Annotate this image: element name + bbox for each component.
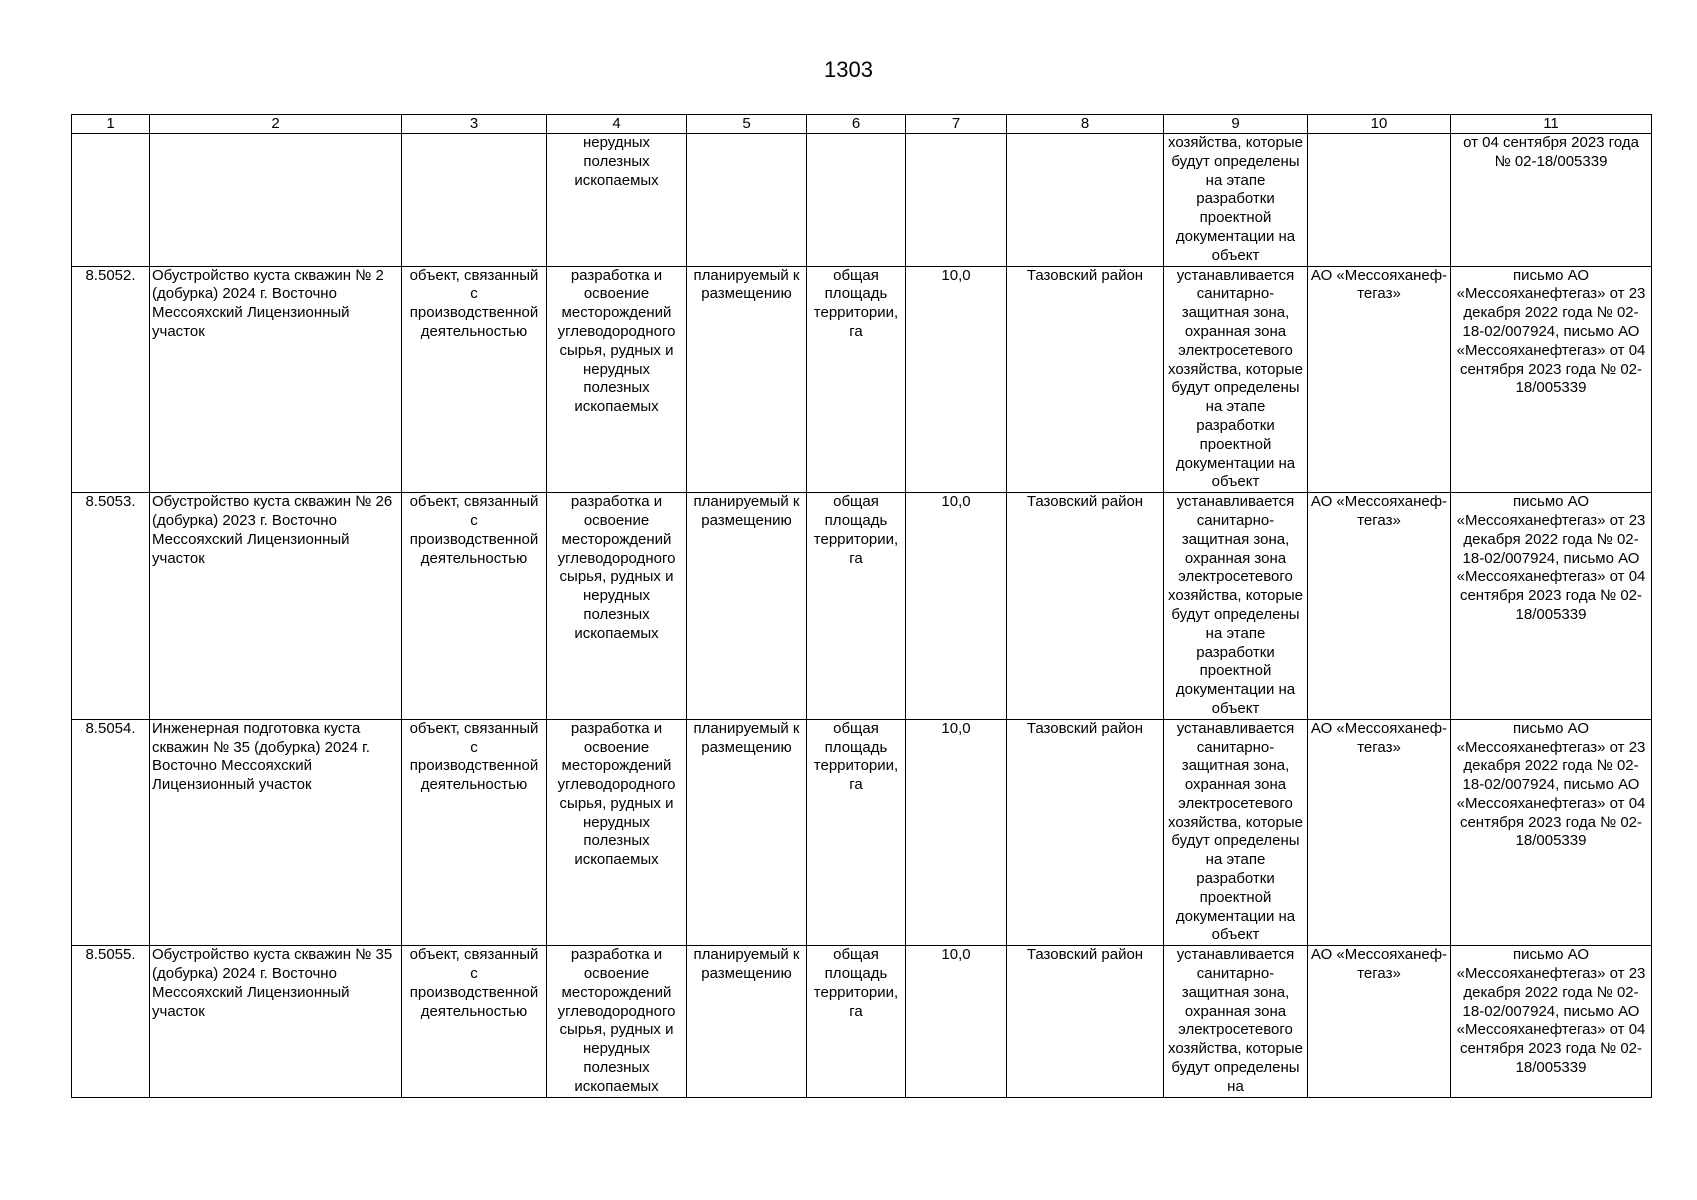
- table-row: [72, 719, 1652, 946]
- row-number: 8.5052.: [72, 266, 150, 493]
- object-value: 10,0: [906, 719, 1007, 946]
- object-name: Обустройство куста скважин № 26 (добурка) 2023 г. Восточно Мессояхский Лицензионный участок: [150, 493, 402, 720]
- object-name: Обустройство куста скважин № 35 (добурка) 2024 г. Восточно Мессояхский Лицензионный участок: [150, 946, 402, 1097]
- row-number: 8.5055.: [72, 946, 150, 1097]
- table-cell: [72, 134, 150, 267]
- table-cell: [807, 134, 906, 267]
- object-parameter: общая площадь территории, га: [807, 266, 906, 493]
- object-purpose: разработка и освоение месторождений углеводородного сырья, рудных и нерудных полезных ископаемых: [547, 719, 687, 946]
- object-basis: письмо АО «Мессояханефтегаз» от 23 декабря 2022 года № 02-18-02/007924, письмо АО «Мессояханефтегаз» от 04 сентября 2023 года № 02-18/005339: [1451, 493, 1652, 720]
- document-table: [71, 114, 1652, 1098]
- object-location: Тазовский район: [1007, 719, 1164, 946]
- table-cell: [1308, 134, 1451, 267]
- object-type: объект, связанный с производственной деятельностью: [402, 266, 547, 493]
- object-parameter: общая площадь территории, га: [807, 493, 906, 720]
- column-header: 1: [72, 115, 150, 134]
- object-organization: АО «Мессояханеф-тегаз»: [1308, 266, 1451, 493]
- object-zones: устанавливается санитарно-защитная зона, охранная зона электросетевого хозяйства, которые будут определены на этапе разработки проектной документации на объект: [1164, 719, 1308, 946]
- object-location: Тазовский район: [1007, 946, 1164, 1097]
- object-purpose: разработка и освоение месторождений углеводородного сырья, рудных и нерудных полезных ископаемых: [547, 946, 687, 1097]
- row-number: 8.5053.: [72, 493, 150, 720]
- object-purpose: разработка и освоение месторождений углеводородного сырья, рудных и нерудных полезных ископаемых: [547, 266, 687, 493]
- column-header: 11: [1451, 115, 1652, 134]
- object-name: Обустройство куста скважин № 2 (добурка) 2024 г. Восточно Мессояхский Лицензионный участок: [150, 266, 402, 493]
- column-header: 9: [1164, 115, 1308, 134]
- object-value: 10,0: [906, 946, 1007, 1097]
- column-header: 6: [807, 115, 906, 134]
- column-header: 5: [687, 115, 807, 134]
- table-row: [72, 946, 1652, 1097]
- row-number: 8.5054.: [72, 719, 150, 946]
- object-type: объект, связанный с производственной деятельностью: [402, 719, 547, 946]
- object-value: 10,0: [906, 493, 1007, 720]
- continuation-row: [72, 134, 1652, 267]
- table-cell: [150, 134, 402, 267]
- column-header: 8: [1007, 115, 1164, 134]
- table-cell-zones: хозяйства, которые будут определены на этапе разработки проектной документации на объект: [1164, 134, 1308, 267]
- object-organization: АО «Мессояханеф-тегаз»: [1308, 719, 1451, 946]
- object-basis: письмо АО «Мессояханефтегаз» от 23 декабря 2022 года № 02-18-02/007924, письмо АО «Мессояханефтегаз» от 04 сентября 2023 года № 02-18/005339: [1451, 946, 1652, 1097]
- object-zones: устанавливается санитарно-защитная зона, охранная зона электросетевого хозяйства, которые будут определены на этапе разработки проектной документации на объект: [1164, 493, 1308, 720]
- object-basis: письмо АО «Мессояханефтегаз» от 23 декабря 2022 года № 02-18-02/007924, письмо АО «Мессояханефтегаз» от 04 сентября 2023 года № 02-18/005339: [1451, 266, 1652, 493]
- column-header: 7: [906, 115, 1007, 134]
- table-cell: [1007, 134, 1164, 267]
- object-parameter: общая площадь территории, га: [807, 946, 906, 1097]
- object-value: 10,0: [906, 266, 1007, 493]
- object-status: планируемый к размещению: [687, 493, 807, 720]
- object-type: объект, связанный с производственной деятельностью: [402, 946, 547, 1097]
- object-location: Тазовский район: [1007, 266, 1164, 493]
- object-zones: устанавливается санитарно-защитная зона, охранная зона электросетевого хозяйства, которые будут определены на: [1164, 946, 1308, 1097]
- table-cell-purpose: нерудных полезных ископаемых: [547, 134, 687, 267]
- table-cell: [402, 134, 547, 267]
- column-header: 3: [402, 115, 547, 134]
- object-organization: АО «Мессояханеф-тегаз»: [1308, 493, 1451, 720]
- object-location: Тазовский район: [1007, 493, 1164, 720]
- object-organization: АО «Мессояханеф-тегаз»: [1308, 946, 1451, 1097]
- object-parameter: общая площадь территории, га: [807, 719, 906, 946]
- object-status: планируемый к размещению: [687, 266, 807, 493]
- column-number-row: [72, 115, 1652, 134]
- object-purpose: разработка и освоение месторождений углеводородного сырья, рудных и нерудных полезных ископаемых: [547, 493, 687, 720]
- object-status: планируемый к размещению: [687, 719, 807, 946]
- table-row: [72, 493, 1652, 720]
- column-header: 10: [1308, 115, 1451, 134]
- table-cell-basis: от 04 сентября 2023 года № 02-18/005339: [1451, 134, 1652, 267]
- object-zones: устанавливается санитарно-защитная зона, охранная зона электросетевого хозяйства, которые будут определены на этапе разработки проектной документации на объект: [1164, 266, 1308, 493]
- object-type: объект, связанный с производственной деятельностью: [402, 493, 547, 720]
- object-status: планируемый к размещению: [687, 946, 807, 1097]
- object-name: Инженерная подготовка куста скважин № 35 (добурка) 2024 г. Восточно Мессояхский Лицензионный участок: [150, 719, 402, 946]
- page-number: 1303: [824, 57, 873, 82]
- table-cell: [906, 134, 1007, 267]
- object-basis: письмо АО «Мессояханефтегаз» от 23 декабря 2022 года № 02-18-02/007924, письмо АО «Мессояханефтегаз» от 04 сентября 2023 года № 02-18/005339: [1451, 719, 1652, 946]
- column-header: 2: [150, 115, 402, 134]
- table-row: [72, 266, 1652, 493]
- table-cell: [687, 134, 807, 267]
- column-header: 4: [547, 115, 687, 134]
